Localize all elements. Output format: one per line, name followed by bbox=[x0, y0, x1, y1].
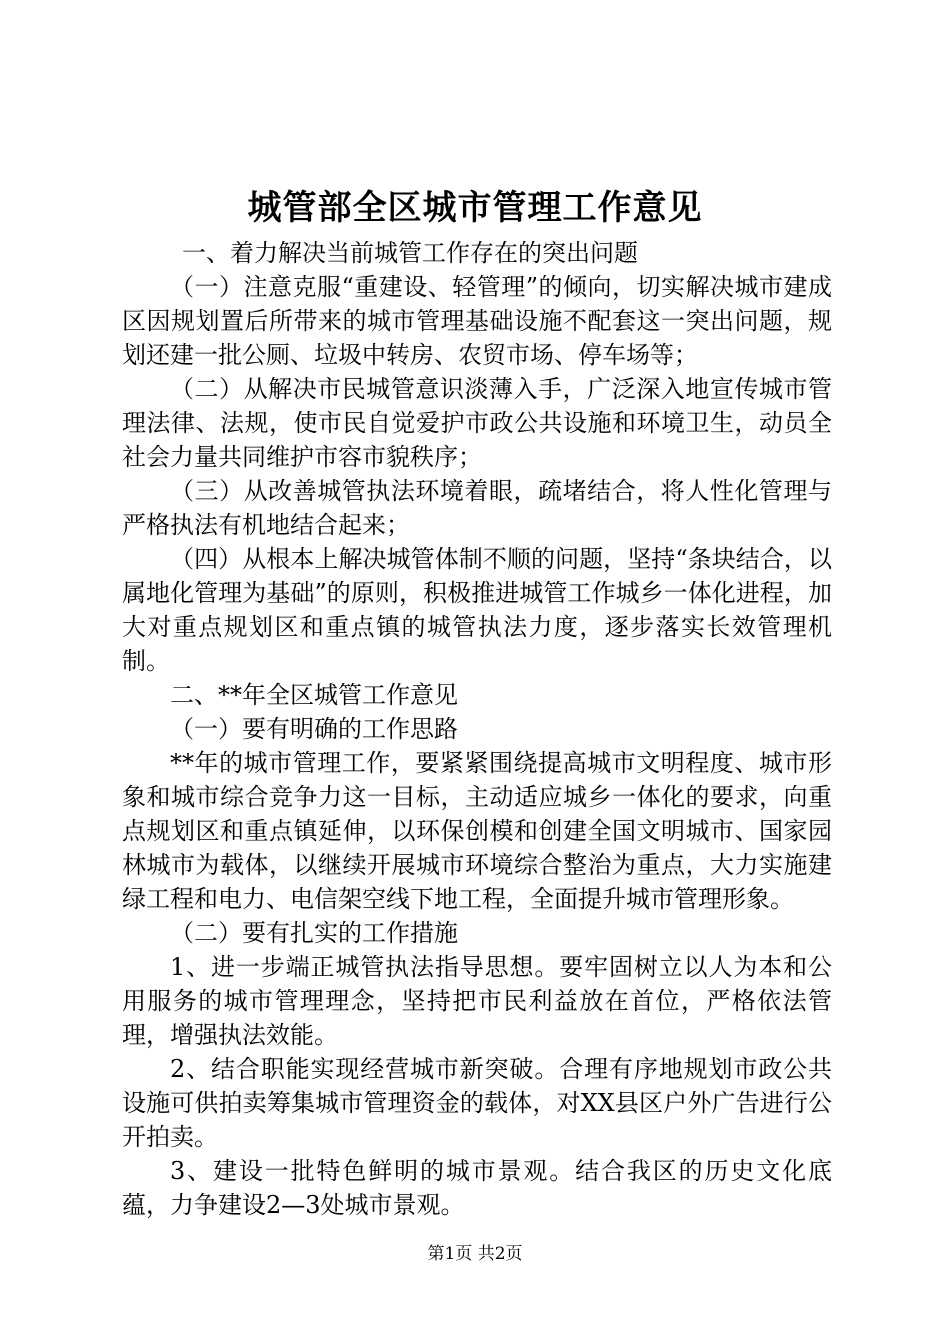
paragraph: （一）注意克服“重建设、轻管理”的倾向，切实解决城市建成区因规划置后所带来的城市管理基础设施不配套这一突出问题，规划还建一批公厕、垃圾中转房、农贸市场、停车场等； bbox=[122, 273, 832, 369]
section-heading: 二、**年全区城管工作意见 bbox=[170, 681, 458, 709]
list-item: 1、进一步端正城管执法指导思想。要牢固树立以人为本和公用服务的城市管理理念，坚持把市民利益放在首位，严格依法管理，增强执法效能。 bbox=[122, 953, 832, 1049]
list-item: 2、结合职能实现经营城市新突破。合理有序地规划市政公共设施可供拍卖筹集城市管理资金的载体，对XX县区户外广告进行公开拍卖。 bbox=[122, 1055, 832, 1151]
section-heading: 一、着力解决当前城管工作存在的突出问题 bbox=[182, 239, 638, 267]
paragraph: **年的城市管理工作，要紧紧围绕提高城市文明程度、城市形象和城市综合竞争力这一目标，主动适应城乡一体化的要求，向重点规划区和重点镇延伸，以环保创模和创建全国文明城市、国家园林城市为载体，以继续开展城市环境综合整治为重点，大力实施建绿工程和电力、电信架空线下地工程，全面提升城市管理形象。 bbox=[122, 749, 832, 913]
subsection-heading: （二）要有扎实的工作措施 bbox=[170, 919, 458, 947]
paragraph: （四）从根本上解决城管体制不顺的问题，坚持“条块结合，以属地化管理为基础”的原则，积极推进城管工作城乡一体化进程，加大对重点规划区和重点镇的城管执法力度，逐步落实长效管理机制。 bbox=[122, 545, 832, 675]
subsection-heading: （一）要有明确的工作思路 bbox=[170, 715, 458, 743]
paragraph: （二）从解决市民城管意识淡薄入手，广泛深入地宣传城市管理法律、法规，使市民自觉爱护市政公共设施和环境卫生，动员全社会力量共同维护市容市貌秩序； bbox=[122, 375, 832, 471]
page-number: 第1页 共2页 bbox=[427, 1244, 523, 1264]
paragraph: （三）从改善城管执法环境着眼，疏堵结合，将人性化管理与严格执法有机地结合起来； bbox=[122, 477, 832, 539]
document-title: 城管部全区城市管理工作意见 bbox=[247, 188, 703, 228]
list-item: 3、建设一批特色鲜明的城市景观。结合我区的历史文化底蕴，力争建设2—3处城市景观。 bbox=[122, 1157, 832, 1219]
document-body bbox=[122, 236, 832, 1222]
